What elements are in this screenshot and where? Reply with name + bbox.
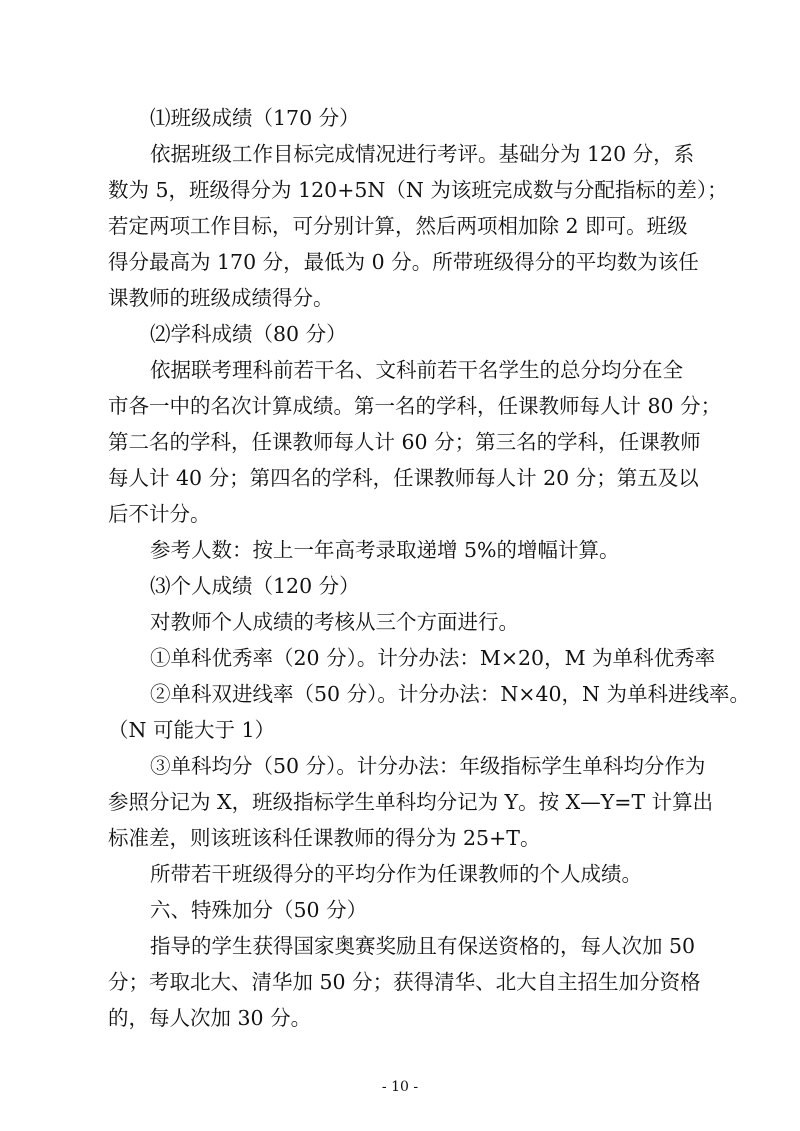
paragraph-line: 依据班级工作目标完成情况进行考评。基础分为 120 分，系	[150, 142, 695, 166]
paragraph-line: 指导的学生获得国家奥赛奖励且有保送资格的，每人次加 50	[150, 934, 696, 958]
paragraph-line: 课教师的班级成绩得分。	[108, 286, 334, 310]
section-heading-personal-score: ⑶个人成绩（120 分）	[150, 574, 360, 598]
page-number: - 10 -	[381, 1079, 419, 1095]
paragraph-line: 若定两项工作目标，可分别计算，然后两项相加除 2 即可。班级	[108, 214, 688, 238]
paragraph-line: （N 可能大于 1）	[108, 718, 276, 742]
paragraph-line: 后不计分。	[108, 502, 211, 526]
paragraph-line: 每人计 40 分；第四名的学科，任课教师每人计 20 分；第五及以	[108, 466, 699, 490]
paragraph-line: 标准差，则该班该科任课教师的得分为 25+T。	[108, 826, 541, 850]
list-item-pass-rate: ②单科双进线率（50 分）。计分办法：N×40，N 为单科进线率。	[150, 682, 751, 706]
paragraph-line: 的，每人次加 30 分。	[108, 1006, 312, 1030]
paragraph-line: 所带若干班级得分的平均分作为任课教师的个人成绩。	[150, 862, 642, 886]
section-heading-class-score: ⑴班级成绩（170 分）	[150, 106, 360, 130]
paragraph-line: 参考人数：按上一年高考录取递增 5%的增幅计算。	[150, 538, 620, 562]
paragraph-line: 市各一中的名次计算成绩。第一名的学科，任课教师每人计 80 分；	[108, 394, 722, 418]
paragraph-line: 依据联考理科前若干名、文科前若干名学生的总分均分在全	[150, 358, 683, 382]
list-item-excellence-rate: ①单科优秀率（20 分）。计分办法：M×20，M 为单科优秀率	[150, 646, 716, 670]
list-item-average-score: ③单科均分（50 分）。计分办法：年级指标学生单科均分作为	[150, 754, 706, 778]
paragraph-line: 得分最高为 170 分，最低为 0 分。所带班级得分的平均数为该任	[108, 250, 699, 274]
paragraph-line: 分；考取北大、清华加 50 分；获得清华、北大自主招生加分资格	[108, 970, 701, 994]
paragraph-line: 数为 5，班级得分为 120+5N（N 为该班完成数与分配指标的差）；	[108, 178, 728, 202]
paragraph-line: 参照分记为 X，班级指标学生单科均分记为 Y。按 X—Y=T 计算出	[108, 790, 714, 814]
paragraph-line: 第二名的学科，任课教师每人计 60 分；第三名的学科，任课教师	[108, 430, 701, 454]
section-heading-subject-score: ⑵学科成绩（80 分）	[150, 322, 347, 346]
paragraph-line: 对教师个人成绩的考核从三个方面进行。	[150, 610, 519, 634]
section-heading-special-bonus: 六、特殊加分（50 分）	[150, 898, 368, 922]
